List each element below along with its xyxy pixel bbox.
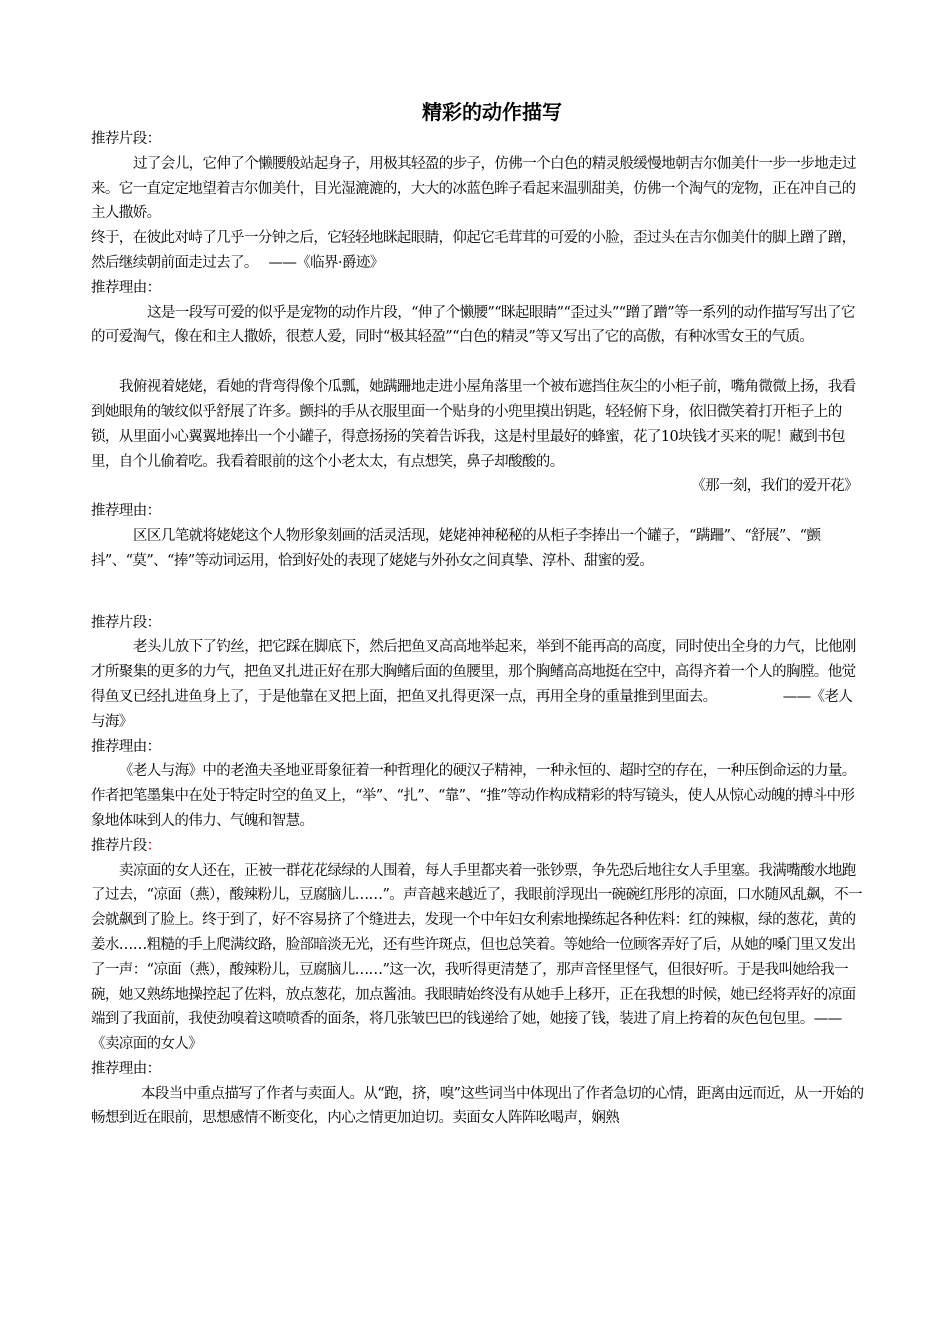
reason-label: 推荐理由：	[91, 279, 161, 296]
spacer	[91, 350, 866, 375]
spacer	[91, 574, 866, 611]
fragment-label	[91, 834, 866, 859]
fragment-label: 推荐片段：	[91, 614, 161, 631]
excerpt-paragraph: 卖凉面的女人还在，正被一群花花绿绿的人围着，每人手里都夹着一张钞票，争先恐后地往女人手里塞。我满嘴酸水地跑了过去，“凉面（燕），酸辣粉儿，豆腐脑儿……”。声音越来越近了，我眼前浮现出一碗碗红彤彤的凉面，口水随风乱飙，不一会就飙到了脸上。终于到了，好不容易挤了个缝进去，发现一个中年妇女利索地操练起各种佐料：红的辣椒，绿的葱花，黄的姜水……粗糙的手上爬满纹路，脸部暗淡无光，还有些许斑点，但也总笑着。等她给一位顾客弄好了后，从她的嗓门里又发出了一声：“凉面（燕），酸辣粉儿，豆腐脑儿……”这一次，我听得更清楚了，那声音怪里怪气，但很好听。于是我叫她给我一碗，她又熟练地操控起了佐料，放点葱花，加点酱油。我眼睛始终没有从她手上移开，正在我想的时候，她已经将弄好的凉面端到了我面前，我使劲嗅着这喷喷香的面条，将几张皱巴巴的钱递给了她，她接了钱，装进了肩上挎着的灰色包包里。——《卖凉面的女人》	[91, 862, 862, 1053]
excerpt-paragraph: 我俯视着姥姥，看她的背弯得像个瓜瓢，她蹒跚地走进小屋角落里一个被布遮挡住灰尘的小柜子前，嘴角微微上扬，我看到她眼角的皱纹似乎舒展了许多。颤抖的手从衣服里面一个贴身的小兜里摸出钥匙，轻轻俯下身，依旧微笑着打开柜子上的锁，从里面小心翼翼地捧出一个小罐子，得意扬扬的笑着告诉我，这是村里最好的蜂蜜，花了10块钱才买来的呢！藏到书包里，自个儿偷着吃。我看着眼前的这个小老太太，有点想笑，鼻子却酸酸的。	[91, 379, 856, 470]
document-body	[91, 127, 866, 1131]
reason-label: 推荐理由：	[91, 503, 161, 520]
excerpt-paragraph: 过了会儿，它伸了个懒腰般站起身子，用极其轻盈的步子，仿佛一个白色的精灵般缓慢地朝吉尔伽美什一步一步地走过来。它一直定定地望着吉尔伽美什，目光湿漉漉的，大大的冰蓝色眸子看起来温驯甜美，仿佛一个淘气的宠物，正在冲自己的主人撒娇。	[91, 155, 856, 222]
page-title: 精彩的动作描写	[422, 100, 562, 124]
excerpt-paragraph: 老头儿放下了钓丝，把它踩在脚底下，然后把鱼叉高高地举起来，举到不能再高的高度，同时使出全身的力气，比他刚才所聚集的更多的力气，把鱼叉扎进正好在那大胸鳍后面的鱼腰里，那个胸鳍高高地挺在空中，高得齐着一个人的胸膛。他觉得鱼叉已经扎进鱼身上了，于是他靠在叉把上面，把鱼叉扎得更深一点，再用全身的重量推到里面去。 ——《老人与海》	[91, 639, 856, 730]
reason-paragraph: 区区几笔就将姥姥这个人物形象刻画的活灵活现，姥姥神神秘秘的从柜子李捧出一个罐子，“蹒跚”、“舒展”、“颤抖”、“莫”、“捧”等动词运用，恰到好处的表现了姥姥与外孙女之间真挚、淳朴、甜蜜的爱。	[91, 527, 821, 569]
reason-paragraph: 本段当中重点描写了作者与卖面人。从“跑，挤，嗅”这些词当中体现出了作者急切的心情，距离由远而近，从一开始的畅想到近在眼前，思想感情不断变化，内心之情更加迫切。卖面女人阵阵吆喝声，娴熟	[91, 1085, 864, 1127]
fragment-label: 推荐片段：	[91, 131, 161, 147]
reason-paragraph: 《老人与海》中的老渔夫圣地亚哥象征着一种哲理化的硬汉子精神，一种永恒的、超时空的存在，一种压倒命运的力量。作者把笔墨集中在处于特定时空的鱼叉上，“举”、“扎”、“靠”、“推”等动作构成精彩的特写镜头，使人从惊心动魄的搏斗中形象地体味到人的伟力、气魄和智慧。	[91, 763, 856, 829]
excerpt-paragraph: 终于，在彼此对峙了几乎一分钟之后，它轻轻地眯起眼睛，仰起它毛茸茸的可爱的小脸，歪过头在吉尔伽美什的脚上蹭了蹭，然后继续朝前面走过去了。 ——《临界·爵迹》	[91, 230, 856, 271]
fragment-label-colon: ：	[146, 837, 161, 854]
excerpt-source: 《那一刻，我们的爱开花》	[691, 478, 858, 495]
reason-paragraph: 这是一段写可爱的似乎是宠物的动作片段，“伸了个懒腰”“眯起眼睛”“歪过头”“蹭了蹭”等一系列的动作描写写出了它的可爱淘气，像在和主人撒娇，很惹人爱，同时“极其轻盈”“白色的精灵”等又写出了它的高傲，有种冰雪女王的气质。	[91, 304, 855, 346]
fragment-label-text: 推荐片段	[91, 837, 147, 854]
reason-label: 推荐理由：	[91, 738, 161, 755]
reason-label: 推荐理由：	[91, 1060, 161, 1077]
